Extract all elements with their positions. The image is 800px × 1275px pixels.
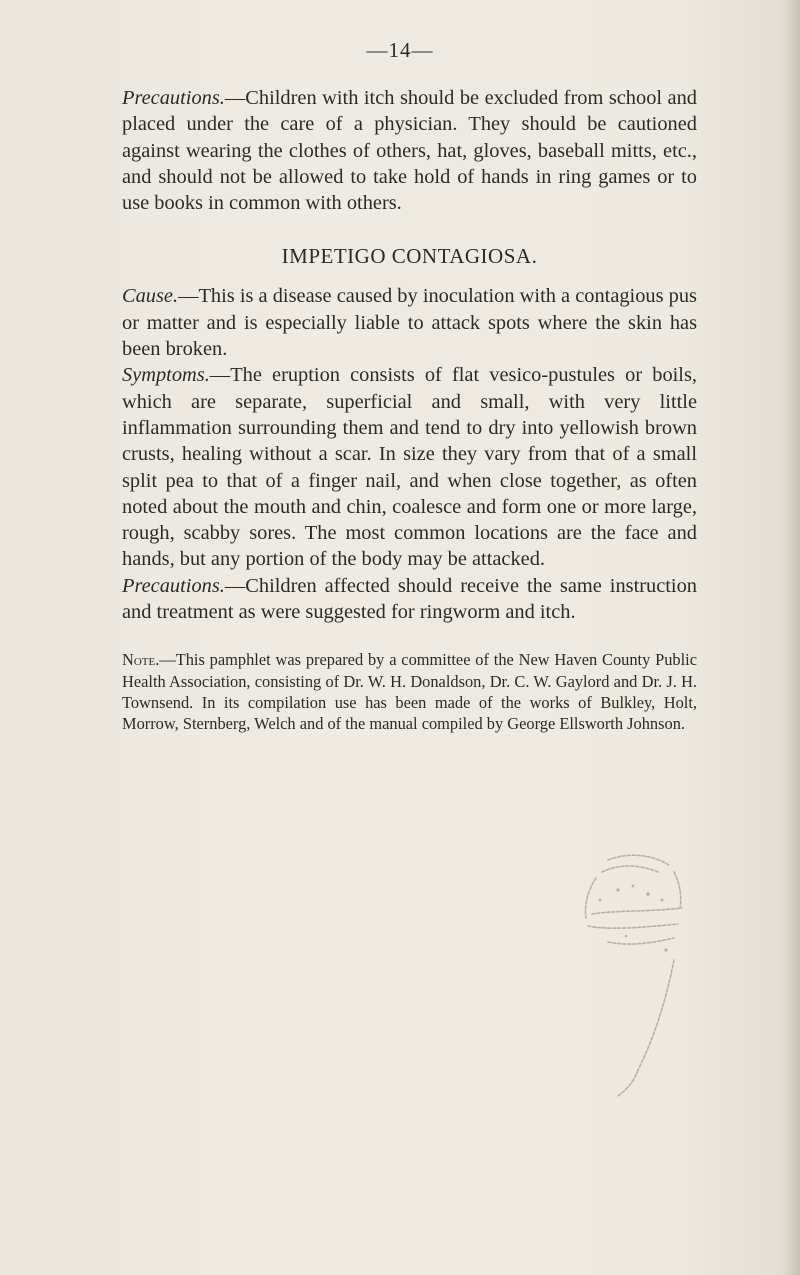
library-stamp-mark [578,850,688,1100]
impetigo-title: IMPETIGO CONTAGIOSA. [281,244,538,269]
impetigo-precautions-text: —Children affected should receive the same instruction and treatment as were suggested for ringworm and itch. [122,574,697,624]
text-column [122,85,697,734]
itch-precautions-heading: Precautions. [122,87,225,109]
note-paragraph [122,649,697,734]
impetigo-symptoms-paragraph [122,362,697,572]
note-label: Note. [122,650,160,670]
impetigo-cause-heading: Cause. [122,285,179,308]
impetigo-precautions-heading: Precautions. [122,574,225,597]
impetigo-symptoms-heading: Symptoms. [122,364,210,387]
note-text: —This pamphlet was prepared by a committee of the New Haven County Public Health Association, consisting of Dr. W. H. Donaldson, Dr. C. W. Gaylord and Dr. J. H. Townsend. In its compilation use has been made of the works of Bulkley, Holt, Morrow, Sternberg, Welch and of the manual compiled by George Ellsworth Johnson. [122,650,697,733]
impetigo-cause-text: —This is a disease caused by inoculation with a contagious pus or matter and is especially liable to attack spots where the skin has been broken. [122,285,697,361]
page-number: —14— [366,38,434,62]
impetigo-cause-paragraph [122,283,697,362]
impetigo-precautions-paragraph [122,573,697,626]
itch-precautions-paragraph [122,85,697,216]
impetigo-symptoms-text: —The eruption consists of flat vesico-pustules or boils, which are separate, superficial and small, with very little inflammation surrounding them and tend to dry into yellowish brown crusts, healing without a scar. In size they vary from that of a small split pea to that of a finger nail, and when close together, as often noted about the mouth and chin, coalesce and form one or more large, rough, scabby sores. The most common locations are the face and hands, but any portion of the body may be attacked. [122,364,697,571]
page-edge-shadow [786,0,800,1275]
itch-precautions-text: —Children with itch should be excluded from school and placed under the care of a physician. They should be cautioned against wearing the clothes of others, hat, gloves, baseball mitts, etc., and should not be allowed to take hold of hands in ring games or to use books in common with others. [122,87,697,215]
